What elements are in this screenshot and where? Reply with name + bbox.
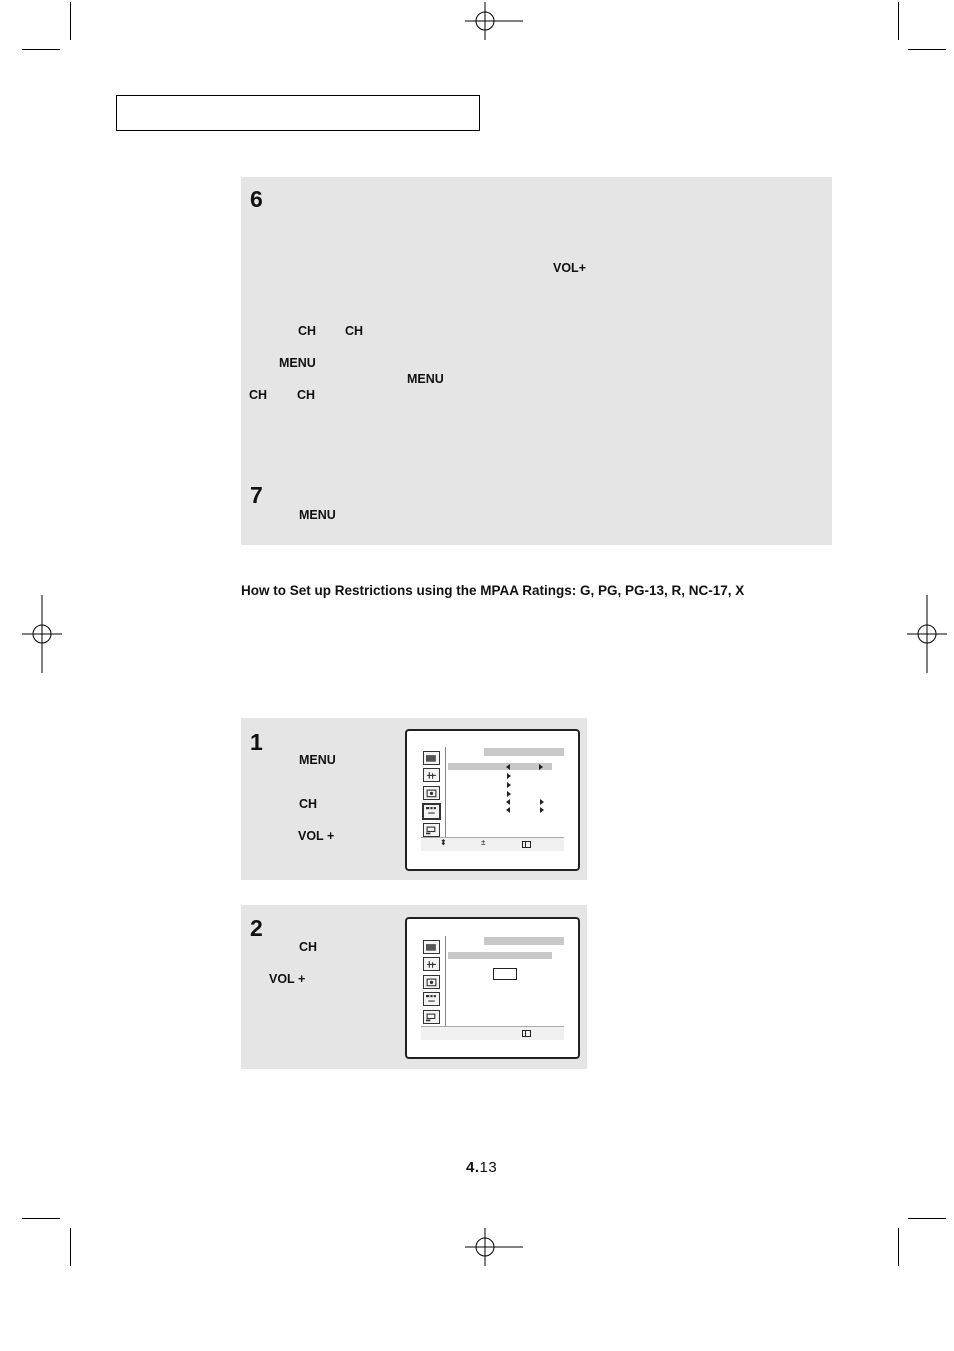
chapter-header-box [116,95,480,131]
registration-mark-icon [22,595,62,673]
picture-icon [423,751,440,765]
menu-title-bar [484,748,564,756]
arrow-right-icon [540,799,544,805]
section-heading: How to Set up Restrictions using the MPAA Ratings: G, PG, PG-13, R, NC-17, X [241,583,745,598]
setup-icon [422,803,441,820]
channel-icon [423,975,440,989]
crop-mark [70,2,71,40]
picture-icon [423,940,440,954]
tv-menu-screen [405,729,580,871]
key-label-menu: MENU [407,372,444,386]
sound-icon [423,768,440,782]
key-label-ch: CH [299,797,318,811]
pin-entry-box [493,968,517,980]
menu-divider [445,936,446,1028]
steps-6-7-panel [241,177,832,545]
key-label-vol-plus: VOL + [269,972,306,986]
page-number-page: 13 [479,1159,498,1176]
sound-icon [423,957,440,971]
key-label-ch: CH [345,324,364,338]
key-label-ch: CH [249,388,268,402]
arrow-right-icon [507,773,511,779]
crop-mark [898,1228,899,1266]
crop-mark [908,49,946,50]
arrow-left-icon [506,807,510,813]
key-label-ch: CH [298,324,317,338]
menu-button-icon [522,841,531,848]
arrow-right-icon [540,807,544,813]
channel-icon [423,786,440,800]
arrow-right-icon [539,764,543,770]
page-number-chapter: 4. [466,1159,480,1176]
arrow-left-icon [506,799,510,805]
input-icon [423,1010,440,1024]
move-updown-icon: ⬍ [440,838,447,847]
key-label-menu: MENU [299,508,336,522]
key-label-ch: CH [297,388,316,402]
step-number-6: 6 [250,186,263,212]
crop-mark [908,1218,946,1219]
menu-divider [445,747,446,839]
menu-highlight-row [448,952,552,959]
key-label-ch: CH [299,940,318,954]
arrow-left-icon [506,764,510,770]
registration-mark-icon [465,2,523,40]
registration-mark-icon [465,1228,523,1266]
page-number [466,1159,497,1176]
crop-mark [22,49,60,50]
adjust-icon: ± [481,838,486,847]
arrow-right-icon [507,782,511,788]
input-icon [423,823,440,837]
key-label-menu: MENU [279,356,316,370]
registration-mark-icon [907,595,947,673]
key-label-vol-plus: VOL+ [553,261,586,275]
key-label-vol-plus: VOL + [298,829,335,843]
crop-mark [22,1218,60,1219]
key-label-menu: MENU [299,753,336,767]
menu-button-icon [522,1030,531,1037]
tv-menu-screen [405,917,580,1059]
menu-bottom-bar [421,1026,564,1040]
setup-icon [423,992,440,1006]
crop-mark [898,2,899,40]
menu-highlight-row [448,763,552,770]
step-number-7: 7 [250,482,263,508]
step-number-1: 1 [250,729,263,755]
crop-mark [70,1228,71,1266]
step-number-2: 2 [250,915,263,941]
arrow-right-icon [507,791,511,797]
menu-title-bar [484,937,564,945]
step-2-panel [241,905,587,1069]
step-1-panel [241,718,587,880]
